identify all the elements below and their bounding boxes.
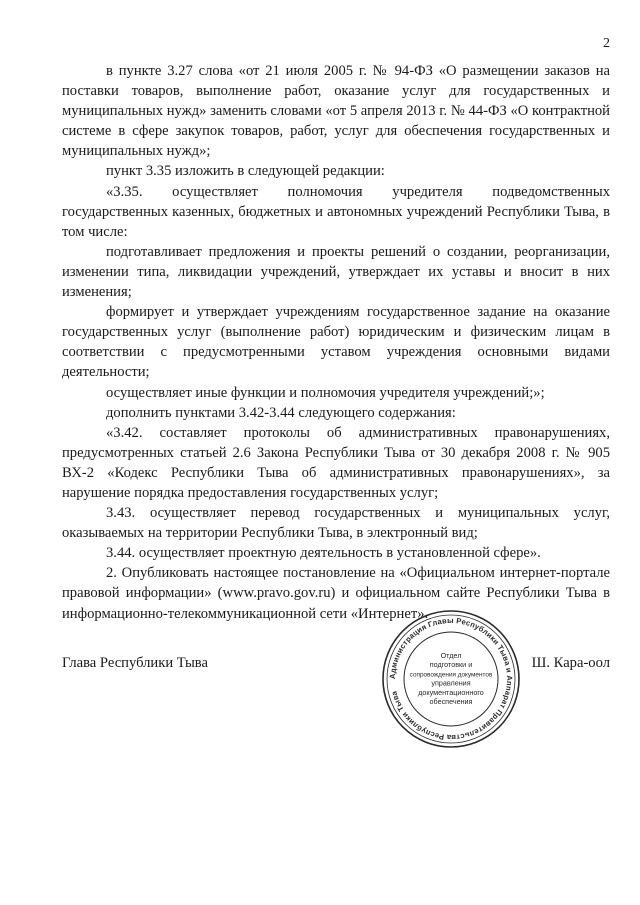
paragraph-5: формирует и утверждает учреждениям государственное задание на оказание государственных услуг (выполнение работ) юридическим и физическим лицам в соответствии с предусмотренными уставом учреждения основными видами деятельности;	[62, 304, 610, 381]
signer-name: Ш. Кара-оол	[531, 655, 610, 671]
paragraph-7: дополнить пунктами 3.42-3.44 следующего содержания:	[106, 404, 456, 421]
stamp-ring-text: Администрация Главы Республики Тыва и Аппарат Правительства Республики Тыва	[387, 615, 515, 743]
page-number: 2	[603, 36, 610, 51]
paragraph-1: в пункте 3.27 слова «от 21 июля 2005 г. № 94-ФЗ «О размещении заказов на поставки товаров, выполнение работ, оказание услуг для государственных и муниципальных нужд» заменить словами «от 5 апреля 2013 г. № 44-ФЗ «О контрактной системе в сфере закупок товаров, работ, услуг для обеспечения государственных и муниципальных нужд»;	[62, 63, 610, 160]
paragraph-8: «3.42. составляет протоколы об административных правонарушениях, предусмотренных статьей 2.6 Закона Республики Тыва от 30 декабря 2008 г. № 905 ВХ-2 «Кодекс Республики Тыва об административных правонарушениях», за нарушение порядка предоставления государственных услуг;	[62, 424, 610, 501]
paragraph-9: 3.43. осуществляет перевод государственных и муниципальных услуг, оказываемых на территории Республики Тыва, в электронный вид;	[62, 505, 610, 542]
signer-title: Глава Республики Тыва	[62, 655, 208, 671]
paragraph-6: осуществляет иные функции и полномочия учредителя учреждений;»;	[106, 384, 545, 401]
stamp-center-line: управления	[431, 678, 471, 688]
stamp-center-line: подготовки и	[429, 660, 473, 670]
official-stamp	[380, 608, 522, 750]
paragraph-4: подготавливает предложения и проекты решений о создании, реорганизации, изменении типа, ликвидации учреждений, утверждает их уставы и вносит в них изменения;	[62, 243, 610, 301]
paragraph-2: пункт 3.35 изложить в следующей редакции:	[106, 163, 385, 180]
stamp-center-line: обеспечения	[429, 697, 473, 706]
stamp-center-line: Отдел	[440, 651, 462, 660]
stamp-seal-graphic	[380, 608, 522, 750]
stamp-center-line: документационного	[418, 687, 484, 697]
document-body	[62, 61, 610, 624]
paragraph-11: 2. Опубликовать настоящее постановление на «Официальном интернет-портале правовой информации» (www.pravo.gov.ru) и официальном сайте Республики Тыва в информационно-телекоммуникационной сети «Интернет».	[62, 565, 610, 622]
stamp-center-text	[410, 651, 493, 706]
paragraph-3: «3.35. осуществляет полномочия учредителя подведомственных государственных казенных, бюджетных и автономных учреждений Республики Тыва, в том числе:	[62, 183, 610, 240]
stamp-center-line: сопровождения документов	[409, 671, 493, 679]
paragraph-10: 3.44. осуществляет проектную деятельность в установленной сфере».	[106, 545, 541, 562]
